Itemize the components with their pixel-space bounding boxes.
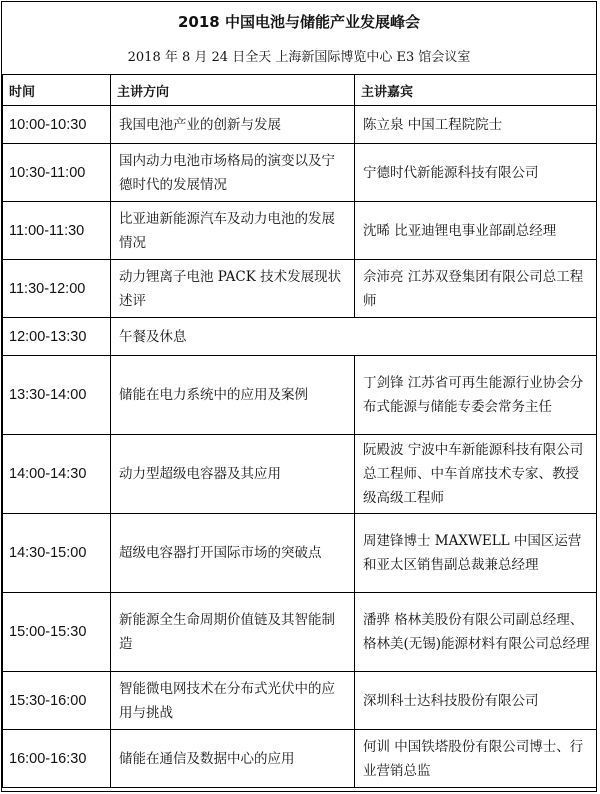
table-row <box>3 435 597 514</box>
topic-cell: 比亚迪新能源汽车及动力电池的发展情况 <box>111 202 355 260</box>
schedule-table <box>2 74 597 788</box>
table-row <box>3 514 597 593</box>
topic-cell: 动力型超级电容器及其应用 <box>111 435 355 514</box>
topic-cell: 储能在电力系统中的应用及案例 <box>111 356 355 435</box>
speaker-cell: 沈晞 比亚迪锂电事业部副总经理 <box>355 202 597 260</box>
topic-cell: 储能在通信及数据中心的应用 <box>111 730 355 788</box>
topic-cell: 动力锂离子电池 PACK 技术发展现状述评 <box>111 260 355 318</box>
table-row <box>3 318 597 356</box>
time-cell: 10:00-10:30 <box>3 106 111 144</box>
page-title: 2018 中国电池与储能产业发展峰会 <box>178 13 420 31</box>
table-row <box>3 730 597 788</box>
time-cell: 14:30-15:00 <box>3 514 111 593</box>
table-row <box>3 106 597 144</box>
table-row <box>3 202 597 260</box>
speaker-cell: 丁剑锋 江苏省可再生能源行业协会分布式能源与储能专委会常务主任 <box>355 356 597 435</box>
speaker-cell: 阮殿波 宁波中车新能源科技有限公司总工程师、中车首席技术专家、教授级高级工程师 <box>355 435 597 514</box>
schedule-sheet <box>1 1 597 792</box>
table-row <box>3 356 597 435</box>
time-cell: 15:00-15:30 <box>3 593 111 672</box>
table-row <box>3 672 597 730</box>
time-cell: 15:30-16:00 <box>3 672 111 730</box>
table-row <box>3 144 597 202</box>
column-header-topic: 主讲方向 <box>111 75 355 106</box>
topic-cell: 新能源全生命周期价值链及其智能制造 <box>111 593 355 672</box>
topic-cell: 我国电池产业的创新与发展 <box>111 106 355 144</box>
time-cell: 10:30-11:00 <box>3 144 111 202</box>
column-header-speaker: 主讲嘉宾 <box>355 75 597 106</box>
time-cell: 13:30-14:00 <box>3 356 111 435</box>
time-cell: 14:00-14:30 <box>3 435 111 514</box>
time-cell: 12:00-13:30 <box>3 318 111 356</box>
speaker-cell: 周建锋博士 MAXWELL 中国区运营和亚太区销售副总裁兼总经理 <box>355 514 597 593</box>
time-cell: 16:00-16:30 <box>3 730 111 788</box>
table-row <box>3 593 597 672</box>
table-row <box>3 260 597 318</box>
speaker-cell: 陈立泉 中国工程院院士 <box>355 106 597 144</box>
column-header-time: 时间 <box>3 75 111 106</box>
topic-cell: 智能微电网技术在分布式光伏中的应用与挑战 <box>111 672 355 730</box>
speaker-cell: 宁德时代新能源科技有限公司 <box>355 144 597 202</box>
topic-cell: 超级电容器打开国际市场的突破点 <box>111 514 355 593</box>
topic-cell: 午餐及休息 <box>111 318 597 356</box>
speaker-cell: 何训 中国铁塔股份有限公司博士、行业营销总监 <box>355 730 597 788</box>
event-subtitle: 2018 年 8 月 24 日全天 上海新国际博览中心 E3 馆会议室 <box>127 50 471 65</box>
speaker-cell: 潘骅 格林美股份有限公司副总经理、格林美(无锡)能源材料有限公司总经理 <box>355 593 597 672</box>
speaker-cell: 佘沛亮 江苏双登集团有限公司总工程师 <box>355 260 597 318</box>
time-cell: 11:30-12:00 <box>3 260 111 318</box>
time-cell: 11:00-11:30 <box>3 202 111 260</box>
table-header-row <box>3 75 597 106</box>
topic-cell: 国内动力电池市场格局的演变以及宁德时代的发展情况 <box>111 144 355 202</box>
speaker-cell: 深圳科士达科技股份有限公司 <box>355 672 597 730</box>
